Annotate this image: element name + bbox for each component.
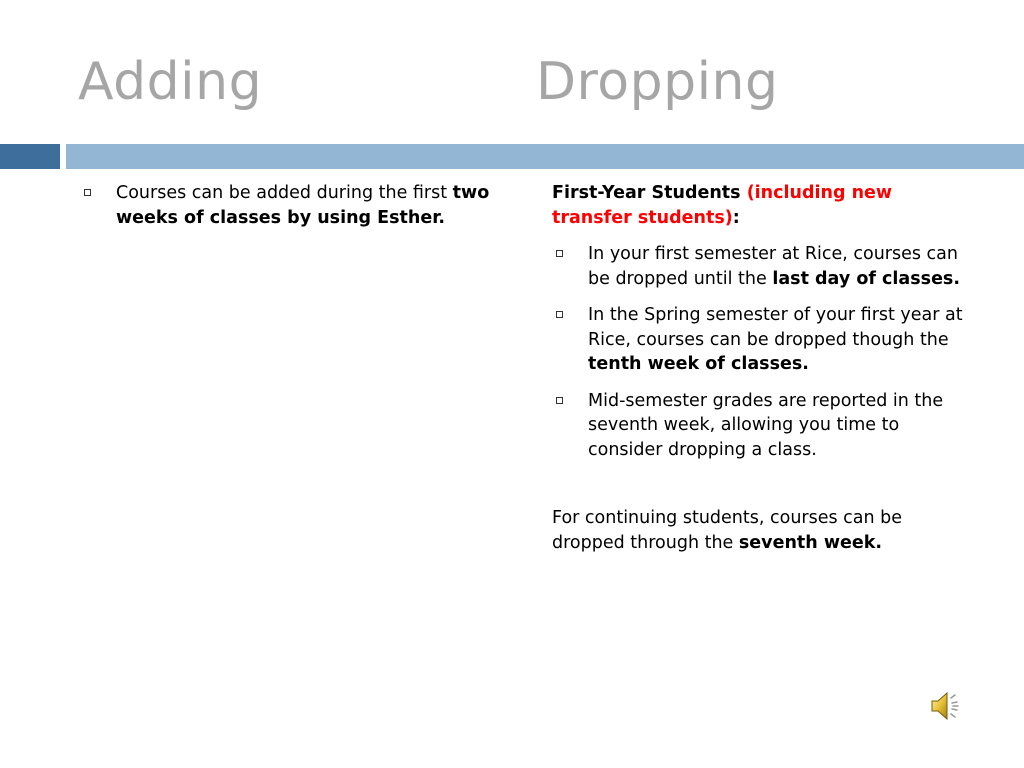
dropping-bullet-1-bold: last day of classes.: [772, 268, 960, 289]
continuing-students-note: [552, 506, 972, 555]
dropping-bullet-3: [552, 389, 972, 463]
heading-colon: :: [732, 207, 740, 228]
first-year-label: First-Year Students: [552, 183, 747, 203]
adding-bold: two weeks of classes by using Esther.: [116, 183, 490, 228]
first-year-heading: [552, 181, 972, 230]
dropping-column: [552, 181, 972, 555]
bullet-square-icon: [556, 311, 563, 318]
dropping-bullet-1-text: In your first semester at Rice, courses can be dropped until the: [588, 244, 958, 289]
adding-column: [80, 181, 500, 230]
dropping-bullet-2-text: In the Spring semester of your first year at Rice, courses can be dropped though the: [588, 305, 963, 350]
bullet-square-icon: [556, 397, 563, 404]
accent-bar-light: [66, 144, 1024, 169]
bullet-square-icon: [84, 189, 91, 196]
dropping-bullet-3-text: Mid-semester grades are reported in the seventh week, allowing you time to consider dropping a class.: [588, 390, 944, 460]
accent-bar-dark: [0, 144, 60, 169]
dropping-bullet-2: [552, 303, 972, 377]
title-dropping: Dropping: [536, 52, 779, 112]
adding-bullet: [80, 181, 500, 230]
speaker-icon[interactable]: [928, 688, 964, 724]
dropping-bullet-2-bold: tenth week of classes.: [588, 354, 809, 374]
transfer-note: (including new transfer students): [552, 183, 893, 228]
adding-text: Courses can be added during the first: [116, 183, 453, 203]
continuing-bold: seventh week.: [738, 532, 883, 553]
dropping-bullet-1: [552, 242, 972, 291]
title-adding: Adding: [78, 52, 263, 112]
bullet-square-icon: [556, 250, 563, 257]
continuing-text: For continuing students, courses can be dropped through the: [552, 508, 903, 553]
